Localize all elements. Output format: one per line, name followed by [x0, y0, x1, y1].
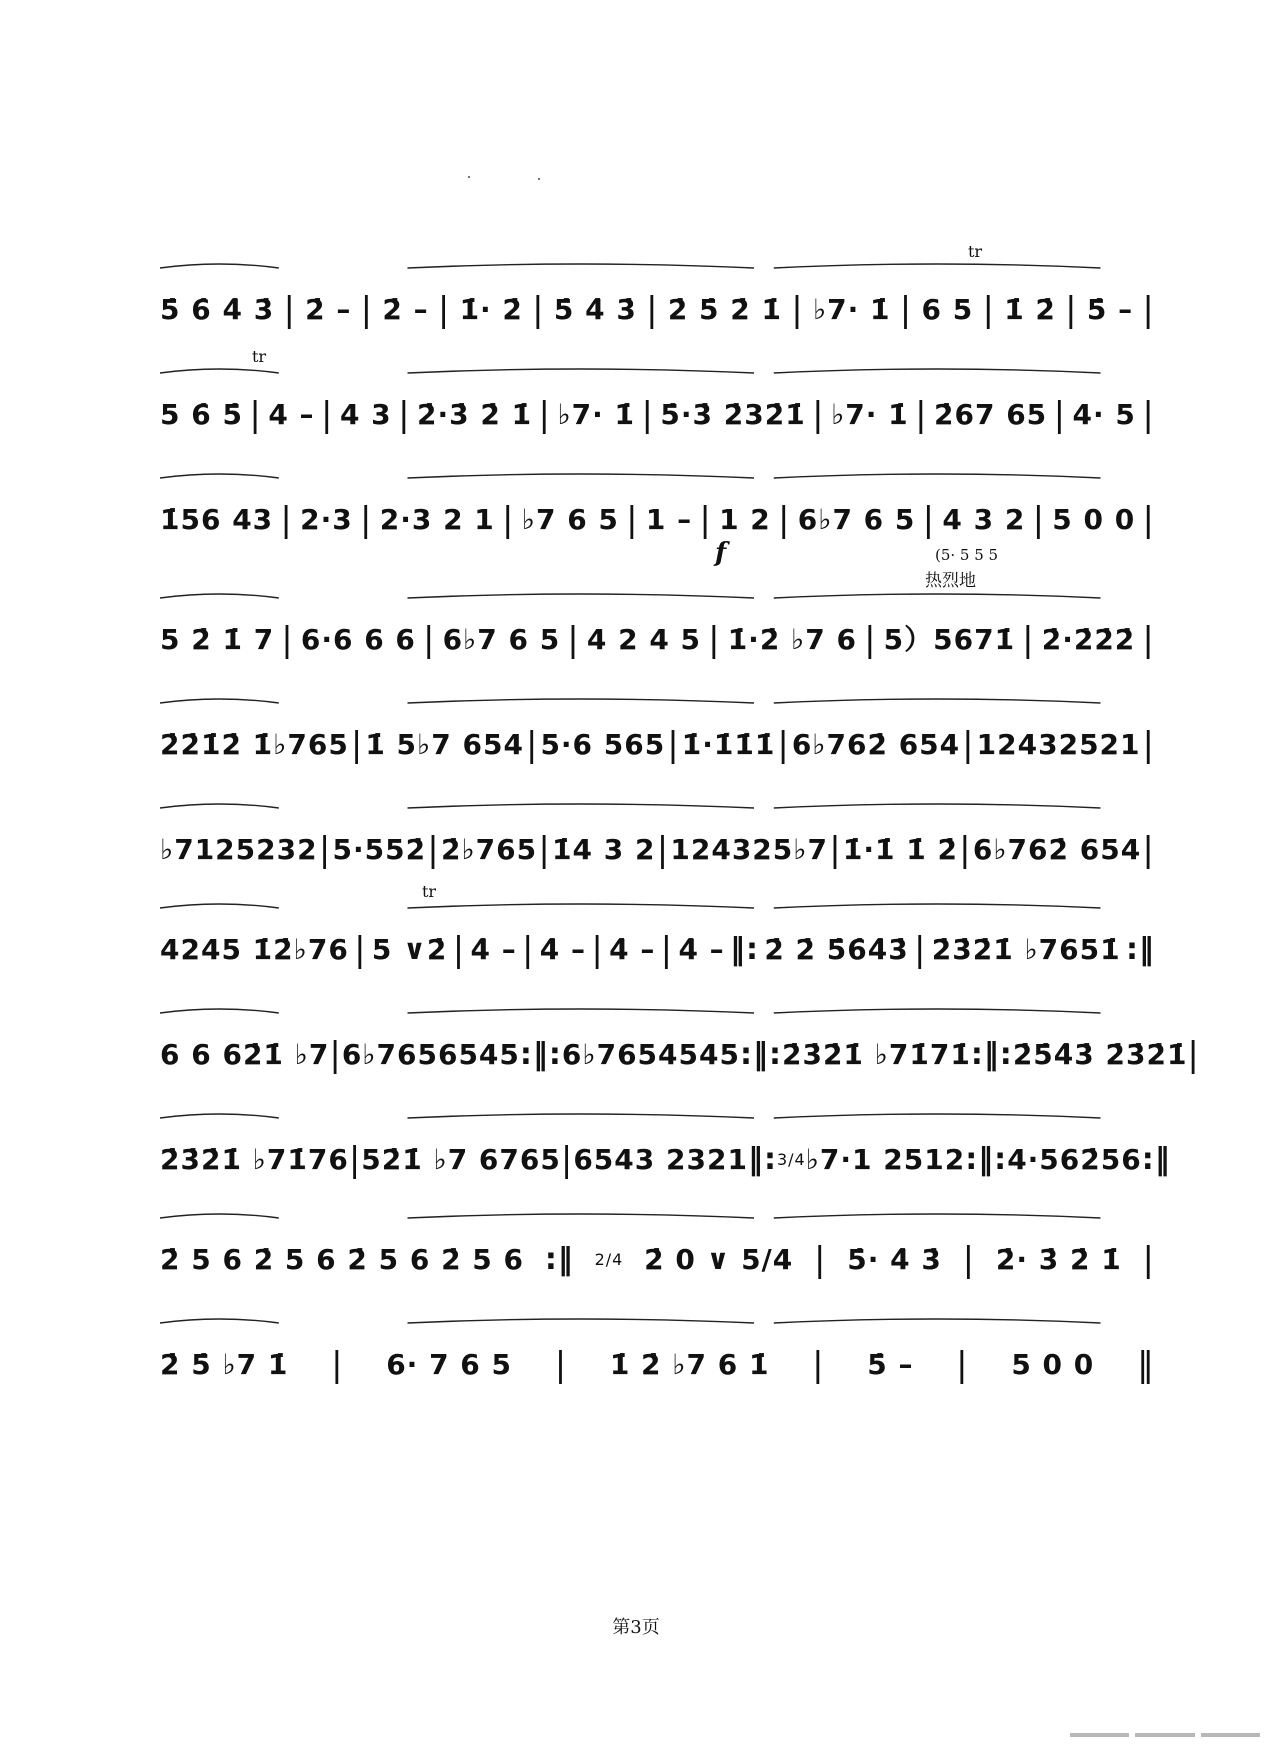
time-signature: 2/4	[594, 1250, 624, 1269]
note-group: 2̇2̇1̇2̇ 1̇♭765	[160, 728, 349, 761]
note-group: 5 ∨2̇	[371, 933, 448, 966]
barline: |	[502, 500, 515, 540]
watermark-logo	[1070, 1733, 1260, 1741]
note-group: 4̇ –	[609, 933, 656, 966]
note-group: 2̇ –	[382, 293, 429, 326]
note-group: 4 3 2	[942, 503, 1026, 536]
note-group: 2̇ –	[305, 293, 352, 326]
barline: |	[899, 290, 913, 330]
note-group: 6 6 62̇1̇ ♭7	[160, 1038, 330, 1071]
stray-mark	[538, 178, 540, 180]
barline: |	[283, 290, 296, 330]
barline: |	[318, 830, 332, 870]
barline: |	[914, 930, 927, 970]
slur-arc	[408, 474, 755, 478]
repeat-sign: :‖:	[970, 1037, 1013, 1072]
note-group: 6543 2321	[573, 1143, 748, 1176]
tempo-expression: 热烈地	[925, 571, 976, 591]
barline: |	[1032, 500, 1046, 540]
note-group: 4̇ –	[678, 933, 725, 966]
note-line	[160, 620, 1155, 660]
note-group: 4̇ –	[470, 933, 517, 966]
barline: |	[777, 725, 790, 765]
slur-arc	[160, 1214, 279, 1218]
note-line	[160, 1035, 1200, 1075]
barline: |	[814, 1240, 827, 1280]
note-line	[160, 395, 1155, 435]
note-group: 2̇ 5̇ 2̇ 1̇	[667, 293, 782, 326]
score-row	[160, 985, 1200, 1095]
note-group: 1̇ 2̇	[1004, 293, 1056, 326]
watermark-stroke	[1070, 1733, 1129, 1737]
note-line	[160, 725, 1155, 765]
note-group: 1̇·2̇ ♭7 6	[727, 623, 857, 656]
barline: |	[567, 620, 580, 660]
slur-arc	[408, 699, 755, 703]
note-group: 4·562̇56	[1007, 1143, 1142, 1176]
barline: |	[1022, 620, 1035, 660]
note-group: 5̇ 6̇ 4̇ 3̇	[160, 293, 275, 326]
note-group: 2̇3̇2̇1̇ ♭7651̇	[931, 933, 1121, 966]
barline: |	[667, 725, 680, 765]
note-group: ♭7· 1̇	[812, 293, 891, 326]
slur-arc	[408, 264, 755, 268]
time-signature: 3/4	[776, 1150, 806, 1169]
slur-arc	[408, 1009, 755, 1013]
note-group: 5 6̇ 5̇	[160, 398, 243, 431]
note-group: 5 2̇ 1̇ 7	[160, 623, 275, 656]
slur-arc	[160, 904, 279, 908]
note-group: 2·3	[300, 503, 353, 536]
barline: |	[1142, 395, 1155, 435]
note-group: ♭7125232	[160, 833, 318, 866]
note-line	[160, 1240, 1155, 1280]
note-group: 1̇·1̇ 1̇ 2̇	[842, 833, 958, 866]
repeat-sign: :‖:	[739, 1037, 782, 1072]
note-group: 1 2	[719, 503, 771, 536]
note-line	[160, 500, 1155, 540]
watermark-stroke	[1135, 1733, 1194, 1737]
slur-arc	[408, 1114, 755, 1118]
barline: |	[982, 290, 995, 330]
note-line	[160, 290, 1155, 330]
barline: |	[922, 500, 936, 540]
score-row	[160, 1090, 1171, 1200]
barline: |	[646, 290, 659, 330]
note-group: 2̇5̇4̇3̇ 2̇3̇2̇1̇	[1012, 1038, 1188, 1071]
note-group: 6♭7 6 5	[442, 623, 561, 656]
slur-arc	[408, 1214, 755, 1218]
note-group: 2̇ 2̇ 5̇6̇4̇3̇	[764, 933, 909, 966]
slur-arc	[774, 904, 1101, 908]
note-group: ♭7· 1̇	[831, 398, 909, 431]
trill-mark: tr	[252, 347, 267, 366]
barline: |	[778, 500, 791, 540]
score-row	[160, 880, 1155, 990]
stray-mark	[468, 176, 470, 178]
barline: |	[656, 830, 670, 870]
note-group: 4245 1̇2̇♭76	[160, 933, 349, 966]
repeat-sign: :‖	[1125, 932, 1155, 967]
note-group: 1̇ 5♭7 654	[365, 728, 524, 761]
note-group: 2̇ 0 ∨ 5/4	[644, 1243, 794, 1276]
barline: |	[331, 1345, 344, 1385]
repeat-sign: :‖	[1141, 1142, 1171, 1177]
barline: |	[791, 290, 804, 330]
score-row	[160, 675, 1155, 785]
slur-arc	[774, 474, 1101, 478]
barline: |	[350, 725, 364, 765]
barline: |	[956, 1345, 969, 1385]
barline: |	[538, 395, 552, 435]
note-group: 5 0 0	[1011, 1348, 1095, 1381]
barline: |	[829, 830, 842, 870]
note-group: 5·6 565	[540, 728, 666, 761]
note-group: 2̇ 5̇ ♭7 1̇	[160, 1348, 289, 1381]
barline: |	[962, 725, 975, 765]
repeat-sign: :‖:	[965, 1142, 1008, 1177]
note-group: 12432521	[976, 728, 1141, 761]
slur-arc	[160, 804, 279, 808]
barline: |	[360, 500, 373, 540]
barline: |	[360, 290, 374, 330]
note-group: 5）5671̇	[883, 623, 1016, 656]
barline: |	[641, 395, 654, 435]
note-line	[160, 1345, 1155, 1385]
slur-arc	[774, 699, 1101, 703]
score-row	[160, 1295, 1155, 1405]
note-group: 2̇3̇2̇1̇ ♭71̇71̇	[781, 1038, 971, 1071]
barline: |	[1142, 1240, 1155, 1280]
barline: |	[354, 930, 367, 970]
note-group: 1̇56 43	[160, 503, 274, 536]
barline: |	[321, 395, 334, 435]
barline: |	[249, 395, 262, 435]
note-group: ♭7· 1̇	[557, 398, 636, 431]
note-group: 1̇4 3 2	[552, 833, 656, 866]
barline: |	[525, 725, 539, 765]
slur-arc	[408, 369, 755, 373]
note-line	[160, 1140, 1171, 1180]
barline: |	[437, 290, 451, 330]
repeat-sign: ‖:	[730, 932, 759, 967]
note-group: 4 –	[268, 398, 315, 431]
dynamic-mark: f	[715, 538, 727, 568]
note-group: 1̇·1̇1̇1̇	[681, 728, 776, 761]
note-line	[160, 830, 1155, 870]
note-group: 6♭7 6 5	[797, 503, 916, 536]
barline: |	[281, 620, 294, 660]
slur-arc	[774, 1319, 1101, 1323]
slur-arc	[160, 594, 279, 598]
note-group: 2̇ 5 6 2̇ 5 6 2̇ 5 6 2̇ 5 6	[160, 1243, 525, 1276]
trill-mark: tr	[422, 882, 437, 901]
barline: |	[864, 620, 877, 660]
note-group: 5·552̇	[332, 833, 427, 866]
barline: |	[1142, 725, 1155, 765]
note-group: 6♭762̇ 654	[972, 833, 1142, 866]
note-group: 1̇· 2̇	[459, 293, 523, 326]
slur-arc	[774, 369, 1101, 373]
barline: |	[423, 620, 436, 660]
barline: |	[1065, 290, 1078, 330]
note-group: 2̇♭765	[440, 833, 538, 866]
ossia-note: (5· 5 5 5	[935, 546, 999, 564]
note-group: 52̇1̇ ♭7 6765	[361, 1143, 561, 1176]
barline: |	[427, 830, 440, 870]
barline: |	[1053, 395, 1067, 435]
score-row	[160, 345, 1155, 455]
note-group: 6♭7654545	[561, 1038, 740, 1071]
slur-arc	[160, 1319, 279, 1323]
note-group: 2̇67 65	[934, 398, 1048, 431]
slur-arc	[774, 1009, 1101, 1013]
slur-arc	[160, 369, 279, 373]
score-row	[160, 240, 1155, 350]
barline: |	[708, 620, 721, 660]
trill-mark: tr	[968, 242, 983, 261]
score-row	[160, 450, 1155, 568]
note-group: 4̇ –	[539, 933, 587, 966]
slur-arc	[774, 1114, 1101, 1118]
repeat-sign: :‖:	[519, 1037, 562, 1072]
note-group: 2·3 2 1	[379, 503, 495, 536]
note-group: 4· 5	[1072, 398, 1136, 431]
note-group: 124325♭7	[670, 833, 828, 866]
repeat-sign: ‖:	[747, 1142, 777, 1177]
barline: |	[348, 1140, 362, 1180]
barline: |	[1142, 830, 1155, 870]
barline: |	[1187, 1035, 1200, 1075]
score-row	[160, 570, 1155, 680]
note-group: 6· 7 6 5	[386, 1348, 513, 1381]
slur-arc	[160, 264, 279, 268]
barline: |	[699, 500, 712, 540]
barline: ‖	[1136, 1345, 1155, 1385]
note-group: ♭7·1 2512	[805, 1143, 966, 1176]
barline: |	[329, 1035, 342, 1075]
note-group: 2̇·3̇ 2̇ 1̇	[417, 398, 533, 431]
barline: |	[626, 500, 639, 540]
note-group: 1̇ 2̇ ♭7 6 1̇	[609, 1348, 770, 1381]
score-row	[160, 1190, 1155, 1300]
barline: |	[538, 830, 551, 870]
barline: |	[660, 930, 674, 970]
barline: |	[452, 930, 466, 970]
note-line	[160, 930, 1155, 970]
slur-arc	[408, 804, 755, 808]
barline: |	[532, 290, 545, 330]
slur-arc	[774, 264, 1101, 268]
slur-arc	[408, 594, 755, 598]
note-group: 6 5	[921, 293, 974, 326]
barline: |	[915, 395, 928, 435]
slur-arc	[774, 1214, 1101, 1218]
barline: |	[560, 1140, 574, 1180]
note-group: 6♭7656545	[341, 1038, 520, 1071]
watermark-stroke	[1201, 1733, 1260, 1737]
repeat-sign: :‖	[544, 1242, 574, 1277]
slur-arc	[774, 804, 1101, 808]
note-group: 5 0 0	[1052, 503, 1136, 536]
slur-arc	[160, 1009, 279, 1013]
note-group: 5̇·3̇ 2̇32̇1̇	[660, 398, 806, 431]
page-number: 第3页	[612, 1617, 660, 1638]
note-group: 4 3	[339, 398, 392, 431]
barline: |	[812, 395, 825, 435]
barline: |	[1142, 620, 1155, 660]
barline: |	[1142, 500, 1155, 540]
barline: |	[522, 930, 535, 970]
barline: |	[959, 830, 972, 870]
note-group: 4 2 4 5	[586, 623, 702, 656]
note-group: 5̇ –	[867, 1348, 914, 1381]
barline: |	[554, 1345, 568, 1385]
note-group: 2̇· 3̇ 2̇ 1̇	[995, 1243, 1122, 1276]
note-group: 2̇·2̇2̇2̇	[1041, 623, 1136, 656]
note-group: 5̇ –	[1086, 293, 1134, 326]
barline: |	[398, 395, 411, 435]
score-row	[160, 780, 1155, 890]
slur-arc	[160, 474, 279, 478]
note-group: 5̇ 4̇ 3̇	[553, 293, 637, 326]
note-group: 5̇· 4̇ 3̇	[847, 1243, 942, 1276]
barline: |	[280, 500, 293, 540]
slur-arc	[408, 904, 755, 908]
note-group: ♭7 6 5	[521, 503, 619, 536]
slur-arc	[160, 699, 279, 703]
note-group: 6♭762̇ 654	[791, 728, 961, 761]
barline: |	[962, 1240, 976, 1280]
slur-arc	[774, 594, 1101, 598]
barline: |	[812, 1345, 825, 1385]
barline: |	[591, 930, 604, 970]
note-group: 6·6 6 6	[300, 623, 416, 656]
note-group: 1 –	[645, 503, 693, 536]
note-group: 2̇3̇2̇1̇ ♭71̇76	[160, 1143, 349, 1176]
slur-arc	[408, 1319, 755, 1323]
barline: |	[1142, 290, 1155, 330]
slur-arc	[160, 1114, 279, 1118]
